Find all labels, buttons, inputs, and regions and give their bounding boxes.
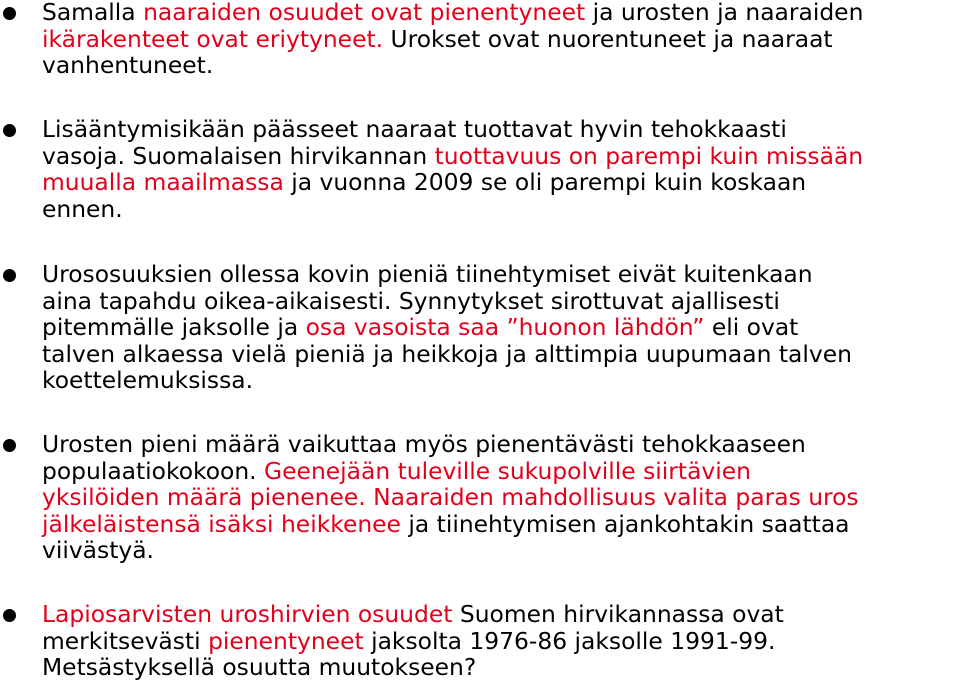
highlighted-text-segment: yksilöiden määrä pienenee. [42,483,366,511]
highlighted-text-segment: Naaraiden mahdollisuus valita paras uros [373,483,859,511]
text-segment: Urokset ovat nuorentuneet ja naaraat [383,24,833,53]
highlighted-text-segment: osa vasoista saa ”huonon lähdön” [305,313,705,341]
text-segment: vasoja. Suomalaisen hirvikannan [42,141,435,170]
bullet-dot-icon [3,439,16,452]
text-segment: merkitsevästi [42,626,209,655]
bullet-dot-icon [3,609,16,622]
text-segment: Samalla [42,0,144,26]
text-segment: Lisääntymisikään päässeet naaraat tuottavat hyvin tehokkaasti [42,115,787,143]
highlighted-text-segment: tuottavuus on parempi kuin missään [434,141,864,170]
bullet-paragraph [42,601,957,681]
text-segment: Metsästyksellä osuutta muutokseen? [42,653,477,681]
bullet-dot-icon [3,124,16,137]
text-segment: Urosten pieni määrä vaikuttaa myös pienentävästi tehokkaaseen [42,430,806,458]
text-segment: viivästyä. [42,536,154,564]
highlighted-text-segment: Geenejään tuleville sukupolville siirtävien [264,456,751,485]
bullet-paragraph [42,0,957,79]
highlighted-text-segment: pienentyneet [208,626,364,655]
text-segment: populaatiokokoon. [42,456,265,485]
bullet-paragraph [42,261,957,394]
text-segment: talven alkaessa vielä pieniä ja heikkoja ja alttimpia uupumaan talven [42,339,852,368]
text-segment: Suomen hirvikannassa ovat [452,600,784,628]
highlighted-text-segment: muualla maailmassa [42,168,284,196]
text-segment: eli ovat [704,313,799,341]
text-segment: jaksolta 1976-86 jaksolle 1991-99. [363,626,776,655]
text-segment: koettelemuksissa. [42,366,254,394]
text-segment: aina tapahdu oikea-aikaisesti. Synnytykset sirottuvat ajallisesti [42,286,780,315]
text-segment: pitemmälle jaksolle ja [42,313,306,341]
bullet-paragraph [42,431,957,564]
text-segment: ennen. [42,194,123,223]
text-segment: vanhentuneet. [42,51,214,79]
bullet-paragraph [42,116,957,222]
highlighted-text-segment: naaraiden osuudet ovat pienentyneet [143,0,586,26]
highlighted-text-segment: Lapiosarvisten uroshirvien osuudet [42,600,453,628]
bullet-dot-icon [3,7,16,20]
text-segment: Urososuuksien ollessa kovin pieniä tiinehtymiset eivät kuitenkaan [42,260,813,288]
text-segment: ja tiinehtymisen ajankohtakin saattaa [400,509,850,538]
highlighted-text-segment: ikärakenteet ovat eriytyneet. [42,24,384,53]
text-segment: ja vuonna 2009 se oli parempi kuin koskaan [283,168,807,196]
bullet-dot-icon [3,269,16,282]
text-segment: ja urosten ja naaraiden [585,0,864,26]
highlighted-text-segment: jälkeläistensä isäksi heikkenee [42,509,401,538]
